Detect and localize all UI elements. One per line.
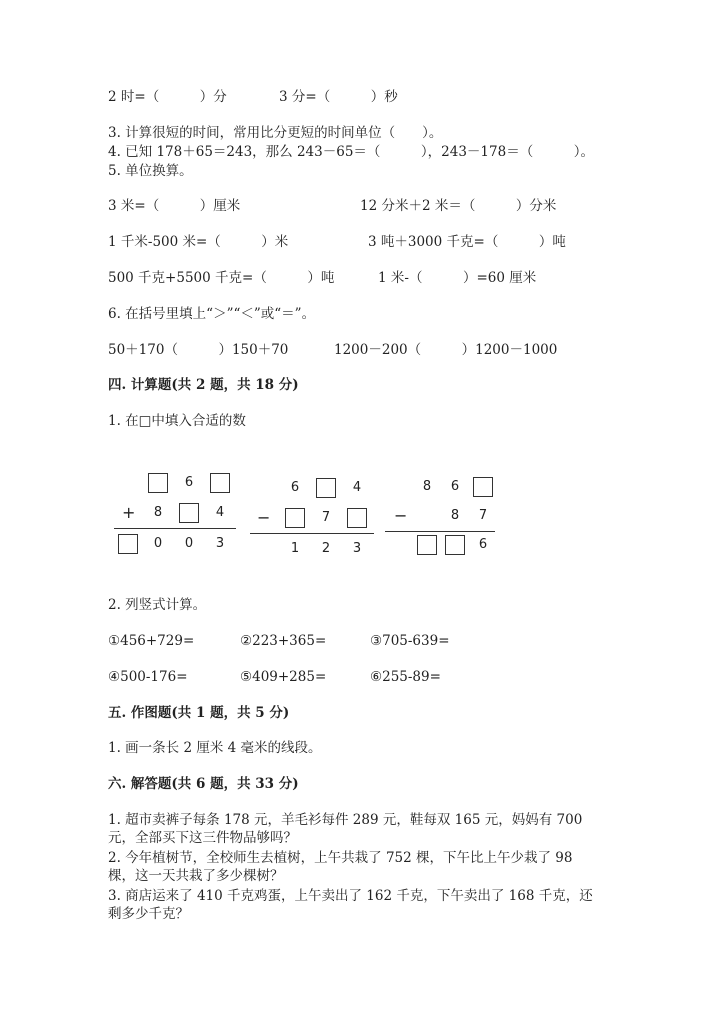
minus-sign: − [257, 508, 271, 527]
digit: 0 [184, 536, 194, 551]
conversion-km-m: 1 千米-500 米=（ ）米 [108, 234, 289, 250]
section-5-title: 五. 作图题(共 1 题，共 5 分) [108, 705, 290, 721]
question-6-title: 6. 在括号里填上“＞”“＜”或“＝”。 [108, 306, 316, 322]
digit: 8 [450, 508, 460, 523]
digit: 7 [321, 510, 331, 525]
exercise-4: ④500-176= [108, 669, 188, 685]
compare-1: 50＋170（ ）150＋70 [108, 342, 289, 358]
question-hours-to-minutes: 2 时=（ ）分 [108, 89, 227, 105]
conversion-kg-ton: 500 千克+5500 千克=（ ）吨 [108, 270, 335, 286]
conversion-ton: 3 吨＋3000 千克=（ ）吨 [368, 234, 566, 250]
digit: 4 [215, 505, 225, 520]
digit: 1 [290, 541, 300, 556]
sum-line [114, 528, 236, 529]
exercise-6: ⑥255-89= [370, 669, 441, 685]
answer-box[interactable] [179, 503, 199, 523]
digit: 4 [352, 480, 362, 495]
answer-box[interactable] [417, 535, 437, 555]
difference-line [385, 531, 495, 532]
section-4-title: 四. 计算题(共 2 题，共 18 分) [108, 377, 299, 393]
answer-box[interactable] [445, 535, 465, 555]
exercise-2: ②223+365= [240, 633, 327, 649]
answer-box[interactable] [118, 534, 138, 554]
exercise-1: ①456+729= [108, 633, 195, 649]
problem-1-line-2: 元，全部买下这三件物品够吗？ [108, 830, 297, 846]
answer-box[interactable] [148, 473, 168, 493]
answer-box[interactable] [316, 478, 336, 498]
section-6-title: 六. 解答题(共 6 题，共 33 分) [108, 776, 299, 792]
digit: 6 [184, 475, 194, 490]
digit: 8 [422, 479, 432, 494]
digit: 0 [153, 536, 163, 551]
problem-3-line-2: 剩多少千克？ [108, 906, 189, 922]
question-3: 3. 计算很短的时间，常用比分更短的时间单位（ ）。 [108, 125, 443, 141]
minus-sign: − [394, 506, 408, 525]
answer-box[interactable] [347, 508, 367, 528]
section-5-q1: 1. 画一条长 2 厘米 4 毫米的线段。 [108, 740, 322, 756]
digit: 6 [478, 537, 488, 552]
conversion-m-cm: 1 米-（ ）=60 厘米 [378, 270, 537, 286]
conversion-dm: 12 分米＋2 米＝（ ）分米 [360, 198, 557, 214]
exercise-3: ③705-639= [370, 633, 450, 649]
problem-2-line-1: 2. 今年植树节，全校师生去植树，上午共栽了 752 棵，下午比上午少栽了 98 [108, 850, 573, 866]
digit: 7 [478, 508, 488, 523]
problem-2-line-2: 棵，这一天共栽了多少棵树？ [108, 868, 284, 884]
problem-3-line-1: 3. 商店运来了 410 千克鸡蛋，上午卖出了 162 千克，下午卖出了 168 千克，还 [108, 888, 593, 904]
exercise-5: ⑤409+285= [240, 669, 327, 685]
compare-2: 1200－200（ ）1200－1000 [334, 342, 558, 358]
digit: 6 [290, 480, 300, 495]
question-minutes-to-seconds: 3 分=（ ）秒 [279, 89, 398, 105]
digit: 6 [450, 479, 460, 494]
answer-box[interactable] [210, 473, 230, 493]
section-4-q1: 1. 在□中填入合适的数 [108, 413, 246, 429]
digit: 3 [215, 536, 225, 551]
digit: 8 [153, 505, 163, 520]
digit: 2 [321, 541, 331, 556]
problem-1-line-1: 1. 超市卖裤子每条 178 元，羊毛衫每件 289 元，鞋每双 165 元，妈妈有 700 [108, 812, 583, 828]
difference-line [250, 533, 374, 534]
question-4: 4. 已知 178＋65＝243，那么 243－65＝（ ），243－178＝（ ）。 [108, 144, 594, 160]
question-5-title: 5. 单位换算。 [108, 163, 193, 179]
answer-box[interactable] [285, 508, 305, 528]
answer-box[interactable] [473, 477, 493, 497]
digit: 3 [352, 541, 362, 556]
plus-sign: + [122, 503, 136, 522]
conversion-meters-cm: 3 米=（ ）厘米 [108, 198, 241, 214]
section-4-q2: 2. 列竖式计算。 [108, 597, 207, 613]
